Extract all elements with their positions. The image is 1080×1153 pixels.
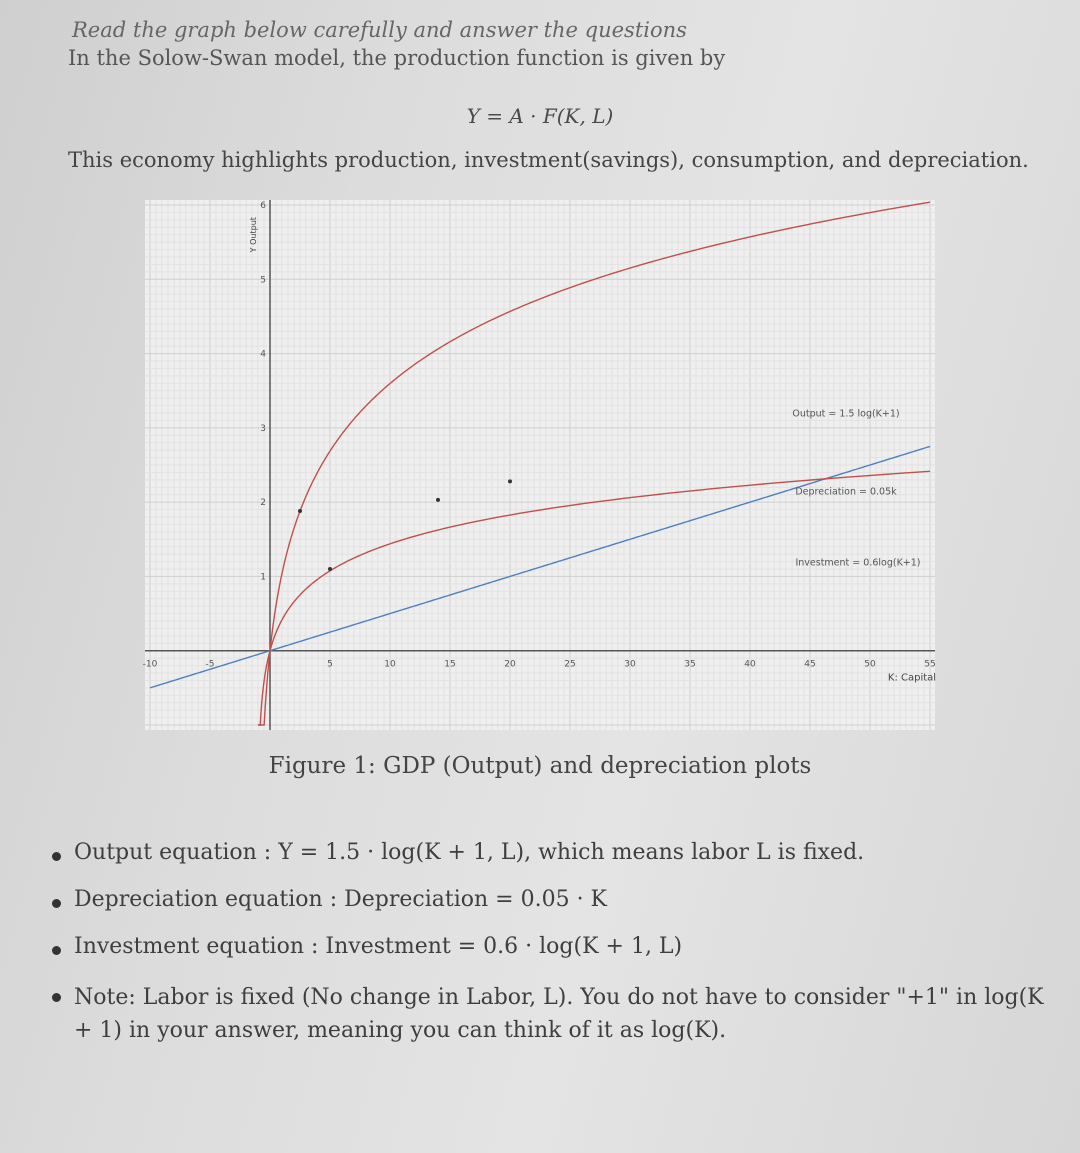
bullet-dot [52, 899, 61, 908]
bullet-label: Depreciation equation [74, 887, 323, 912]
bullet-dot [52, 946, 61, 955]
figure-caption: Figure 1: GDP (Output) and depreciation plots [268, 753, 812, 779]
y-axis-label: Y Output [249, 217, 258, 253]
x-tick-label: 50 [864, 659, 876, 670]
x-tick-label: -5 [205, 659, 215, 670]
bullet-note [52, 981, 1062, 1047]
series-label: Investment = 0.6log(K+1) [795, 557, 921, 569]
gdp-depreciation-chart [142, 200, 937, 730]
bullet-output: Output equation : Y = 1.5 · log(K + 1, L), which means labor L is fixed. [52, 840, 1062, 865]
bullet-text: Depreciation = 0.05 · K [344, 887, 607, 912]
x-tick-label: 35 [684, 659, 696, 670]
bullet-label: Note: [74, 985, 136, 1010]
bullet-text: Investment = 0.6 · log(K + 1, L) [325, 934, 683, 959]
bullet-text: Y = 1.5 · log(K + 1, L), which means labor L is fixed. [278, 840, 865, 865]
x-axis-label: K: Capital [887, 672, 937, 684]
instruction-line: Read the graph below carefully and answer the questions [72, 18, 687, 42]
bullet-label: Output equation [74, 840, 257, 865]
summary-sentence: This economy highlights production, investment(savings), consumption, and depreciation. [68, 148, 1029, 172]
y-tick-label: 6 [260, 201, 266, 211]
y-tick-label: 5 [260, 275, 266, 286]
x-tick-label: 5 [327, 659, 333, 670]
x-tick-label: 30 [624, 659, 636, 670]
bullet-investment: Investment equation : Investment = 0.6 · log(K + 1, L) [52, 934, 1062, 959]
y-tick-label: 1 [260, 572, 266, 583]
bullet-depreciation: Depreciation equation : Depreciation = 0.05 · K [52, 887, 1062, 912]
data-point [298, 509, 302, 513]
y-tick-label: 4 [260, 349, 266, 360]
x-tick-label: 15 [444, 659, 456, 670]
series-label: Depreciation = 0.05k [795, 486, 897, 498]
data-point [436, 498, 440, 502]
y-tick-label: 3 [260, 423, 266, 434]
data-point [508, 479, 512, 483]
x-tick-label: 10 [384, 659, 396, 670]
x-tick-label: 55 [924, 659, 936, 670]
x-tick-label: 20 [504, 659, 516, 670]
x-tick-label: 45 [804, 659, 816, 670]
bullet-label: Investment equation [74, 934, 305, 959]
bullet-text: Labor is fixed (No change in Labor, L). You do not have to consider "+1" in log(K + 1) in your answer, meaning you can think of it as log(K). [74, 985, 1044, 1043]
bullet-dot [52, 993, 61, 1002]
y-tick-label: 2 [260, 498, 266, 509]
x-tick-label: 25 [564, 659, 576, 670]
model-sentence: In the Solow-Swan model, the production function is given by [68, 46, 726, 70]
production-function-equation: Y = A · F(K, L) [466, 104, 614, 128]
series-label: Output = 1.5 log(K+1) [792, 408, 900, 420]
x-tick-label: 40 [744, 659, 756, 670]
bullet-dot [52, 852, 61, 861]
x-tick-label: -10 [142, 659, 158, 670]
data-point [328, 567, 332, 571]
equation-list [52, 840, 1062, 1069]
